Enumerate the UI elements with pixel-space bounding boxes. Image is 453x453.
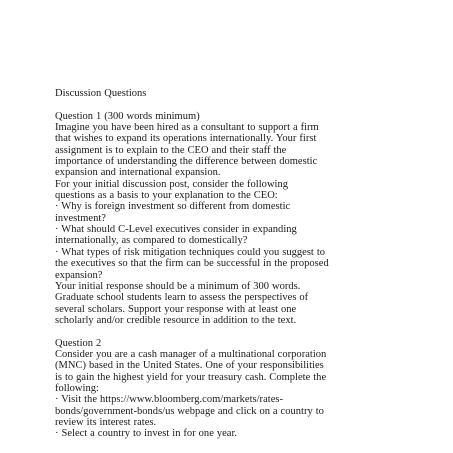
question-2-line: following: [55,382,99,394]
bullet-item: · Select a country to invest in for one year. [55,428,238,440]
bullet-item: · What types of risk mitigation techniques could you suggest to [55,246,326,258]
question-1-line: the executives so that the firm can be successful in the proposed [55,258,329,270]
bullet-item: · What should C-Level executives consider in expanding [55,224,297,236]
bullet-item: · Visit the https://www.bloomberg.com/markets/rates- [55,394,283,406]
question-1-line: that wishes to expand its operations internationally. Your first [55,133,317,145]
document-heading: Discussion Questions [55,88,147,99]
question-2-body [55,349,447,440]
question-1-line: scholarly and/or credible resource in addition to the text. [55,314,297,326]
question-1-line: questions as a basis to your explanation to the CEO: [55,190,278,202]
question-1-line: several scholars. Support your response with at least one [55,303,297,315]
question-2-line: Consider you are a cash manager of a multinational corporation [55,348,327,360]
question-2-title: Question 2 [55,337,102,349]
question-1-line: Imagine you have been hired as a consultant to support a firm [55,122,319,134]
document-body [55,88,447,440]
question-1-body [55,122,447,326]
spacer [55,326,447,337]
question-1-line: assignment is to explain to the CEO and their staff the [55,144,287,156]
question-2-line: review its interest rates. [55,416,157,428]
question-2-line: (MNC) based in the United States. One of your responsibilities [55,360,324,372]
question-2-line: is to gain the highest yield for your treasury cash. Complete the [55,371,327,383]
question-1-line: investment? [55,212,106,224]
spacer [55,99,447,110]
question-2-line: bonds/government-bonds/us webpage and click on a country to [55,405,324,417]
question-1-line: importance of understanding the difference between domestic [55,156,318,168]
question-1-line: Your initial response should be a minimum of 300 words. [55,280,301,292]
question-1-line: expansion and international expansion. [55,167,221,179]
question-1-line: expansion? [55,269,103,281]
question-1-title: Question 1 (300 words minimum) [55,110,200,122]
bullet-item: · Why is foreign investment so different from domestic [55,201,291,213]
question-1-line: For your initial discussion post, consider the following [55,178,289,190]
question-1-line: Graduate school students learn to assess the perspectives of [55,292,309,304]
question-1-line: internationally, as compared to domestically? [55,235,248,247]
